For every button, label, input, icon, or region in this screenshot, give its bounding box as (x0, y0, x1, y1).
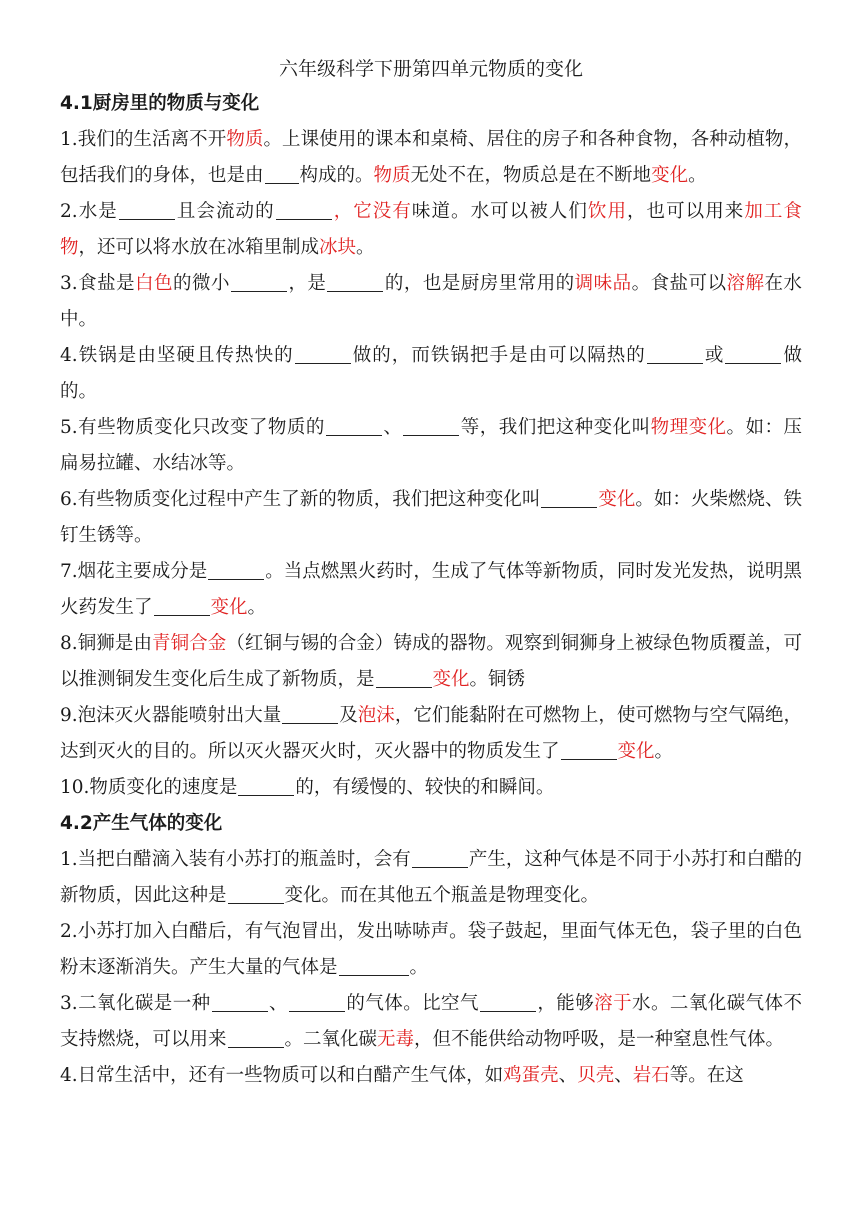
body-text: 、 (268, 993, 288, 1014)
body-text: 且会流动的 (175, 201, 275, 222)
list-item (60, 986, 802, 1058)
body-text: 、 (614, 1065, 633, 1086)
list-item (60, 410, 802, 482)
body-text: 。如：火柴燃烧、铁钉生锈等。 (60, 489, 802, 546)
body-text: 产生，这种气体是不同于小苏打和白醋的新物质，因此这种是 (60, 849, 802, 906)
body-text: 及 (339, 705, 358, 726)
body-text: 。 (688, 165, 707, 186)
body-text: 无处不在，物质总是在不断地 (410, 165, 652, 186)
body-text: 的微小 (173, 273, 230, 294)
fill-in-blank (326, 413, 382, 436)
answer-text: 青铜合金 (152, 633, 227, 654)
body-text: 1.我们的生活离不开 (60, 129, 227, 150)
answer-text: 变化 (432, 669, 470, 690)
fill-in-blank (339, 953, 409, 976)
section-heading: 4.2产生气体的变化 (60, 813, 223, 834)
fill-in-blank (119, 197, 175, 220)
fill-in-blank (412, 845, 468, 868)
answer-text: ，它没有 (332, 201, 412, 222)
body-text: 。二氧化碳 (284, 1029, 378, 1050)
body-text: ，但不能供给动物呼吸，是一种窒息性气体。 (414, 1029, 785, 1050)
body-text: 、 (558, 1065, 578, 1086)
list-item (60, 770, 802, 806)
body-text: ，它们能黏附在可燃物上，使可燃物与空气隔绝，达到灭火的目的。所以灭火器灭火时，灭火器中的物质发生了 (60, 705, 802, 762)
fill-in-blank (561, 737, 617, 760)
fill-in-blank (265, 161, 299, 184)
fill-in-blank (295, 341, 351, 364)
list-item (60, 698, 802, 770)
body-text: 、 (382, 417, 403, 438)
body-text: （红铜与锡的合金）铸成的器物。观察到铜狮身上被绿色物质覆盖，可以推测铜发生变化后生成了新物质，是 (60, 633, 802, 690)
body-text: 1.当把白醋滴入装有小苏打的瓶盖时，会有 (60, 849, 411, 870)
body-text: 的气体。比空气 (345, 993, 479, 1014)
fill-in-blank (231, 269, 287, 292)
fill-in-blank (725, 341, 781, 364)
body-text: ，还可以将水放在冰箱里制成 (78, 237, 320, 258)
body-text: 2.小苏打加入白醋后，有气泡冒出，发出哧哧声。袋子鼓起，里面气体无色，袋子里的白色粉末逐渐消失。产生大量的气体是 (60, 921, 802, 978)
answer-text: 溶于 (594, 993, 633, 1014)
body-text: 3.食盐是 (60, 273, 136, 294)
list-item (60, 842, 802, 914)
answer-text: 变化 (210, 597, 248, 618)
answer-text: 饮用 (587, 201, 627, 222)
body-text: 或 (703, 345, 725, 366)
answer-text: 冰块 (319, 237, 357, 258)
list-item (60, 1058, 802, 1094)
body-text: ，是 (287, 273, 327, 294)
answer-text: 调味品 (574, 273, 632, 294)
list-item (60, 554, 802, 626)
fill-in-blank (376, 665, 432, 688)
fill-in-blank (480, 989, 536, 1012)
body-text: 。 (356, 237, 375, 258)
body-text: 9.泡沫灭火器能喷射出大量 (60, 705, 282, 726)
body-text: 4.铁锅是由坚硬且传热快的 (60, 345, 294, 366)
fill-in-blank (289, 989, 345, 1012)
body-text: 4.日常生活中，还有一些物质可以和白醋产生气体，如 (60, 1065, 504, 1086)
answer-text: 加工食物 (60, 201, 802, 258)
body-text: 的，有缓慢的、较快的和瞬间。 (295, 777, 555, 798)
body-text: 7.烟花主要成分是 (60, 561, 208, 582)
fill-in-blank (403, 413, 459, 436)
body-text: 8.铜狮是由 (60, 633, 153, 654)
answer-text: 白色 (135, 273, 174, 294)
body-text: 在水中。 (60, 273, 802, 330)
answer-text: 物质 (373, 165, 411, 186)
fill-in-blank (228, 881, 284, 904)
body-text: 等。在这 (669, 1065, 744, 1086)
body-text: 做的。 (60, 345, 802, 402)
answer-text: 鸡蛋壳 (503, 1065, 559, 1086)
list-item (60, 626, 802, 698)
list-item (60, 482, 802, 554)
body-text: 构成的。 (299, 165, 374, 186)
body-text: 。如：压扁易拉罐、水结冰等。 (60, 417, 802, 474)
body-text: 变化。而在其他五个瓶盖是物理变化。 (284, 885, 600, 906)
body-text: 。 (409, 957, 429, 978)
body-text: 等，我们把这种变化叫 (460, 417, 651, 438)
body-text: 。当点燃黑火药时，生成了气体等新物质，同时发光发热，说明黑火药发生了 (60, 561, 802, 618)
body-text: 10.物质变化的速度是 (60, 777, 238, 798)
fill-in-blank (276, 197, 332, 220)
list-item (60, 266, 802, 338)
list-item (60, 338, 802, 410)
body-text: 3.二氧化碳是一种 (60, 993, 211, 1014)
answer-text: 变化 (651, 165, 689, 186)
body-text: 味道。水可以被人们 (411, 201, 588, 222)
section-heading: 4.1厨房里的物质与变化 (60, 93, 260, 114)
fill-in-blank (238, 773, 294, 796)
answer-text: 岩石 (632, 1065, 670, 1086)
body-text: 的，也是厨房里常用的 (384, 273, 575, 294)
list-item (60, 194, 802, 266)
body-text: 。 (247, 597, 267, 618)
fill-in-blank (541, 485, 597, 508)
answer-text: 贝壳 (577, 1065, 615, 1086)
body-text: 2.水是 (60, 201, 118, 222)
body-text: 。上课使用的课本和桌椅、居住的房子和各种食物，各种动植物，包括我们的身体，也是由 (60, 129, 802, 186)
body-text: 做的，而铁锅把手是由可以隔热的 (351, 345, 646, 366)
answer-text: 溶解 (726, 273, 765, 294)
fill-in-blank (647, 341, 703, 364)
answer-text: 物理变化 (650, 417, 727, 438)
fill-in-blank (282, 701, 338, 724)
answer-text: 无毒 (377, 1029, 415, 1050)
document-body (60, 86, 802, 1094)
body-text: ，也可以用来 (627, 201, 745, 222)
body-text: 水。二氧化碳气体不支持燃烧，可以用来 (60, 993, 802, 1050)
fill-in-blank (327, 269, 383, 292)
list-item (60, 914, 802, 986)
body-text: 。铜锈 (469, 669, 526, 690)
body-text: ，能够 (536, 993, 595, 1014)
body-text: 。 (654, 741, 674, 762)
document-title: 六年级科学下册第四单元物质的变化 (278, 58, 583, 80)
answer-text: 泡沫 (357, 705, 395, 726)
fill-in-blank (212, 989, 268, 1012)
list-item (60, 122, 802, 194)
answer-text: 变化 (617, 741, 655, 762)
body-text: 6.有些物质变化过程中产生了新的物质，我们把这种变化叫 (60, 489, 541, 510)
body-text: 。食盐可以 (631, 273, 727, 294)
answer-text: 变化 (598, 489, 636, 510)
fill-in-blank (208, 557, 264, 580)
answer-text: 物质 (226, 129, 264, 150)
fill-in-blank (228, 1025, 284, 1048)
body-text: 5.有些物质变化只改变了物质的 (60, 417, 325, 438)
fill-in-blank (154, 593, 210, 616)
